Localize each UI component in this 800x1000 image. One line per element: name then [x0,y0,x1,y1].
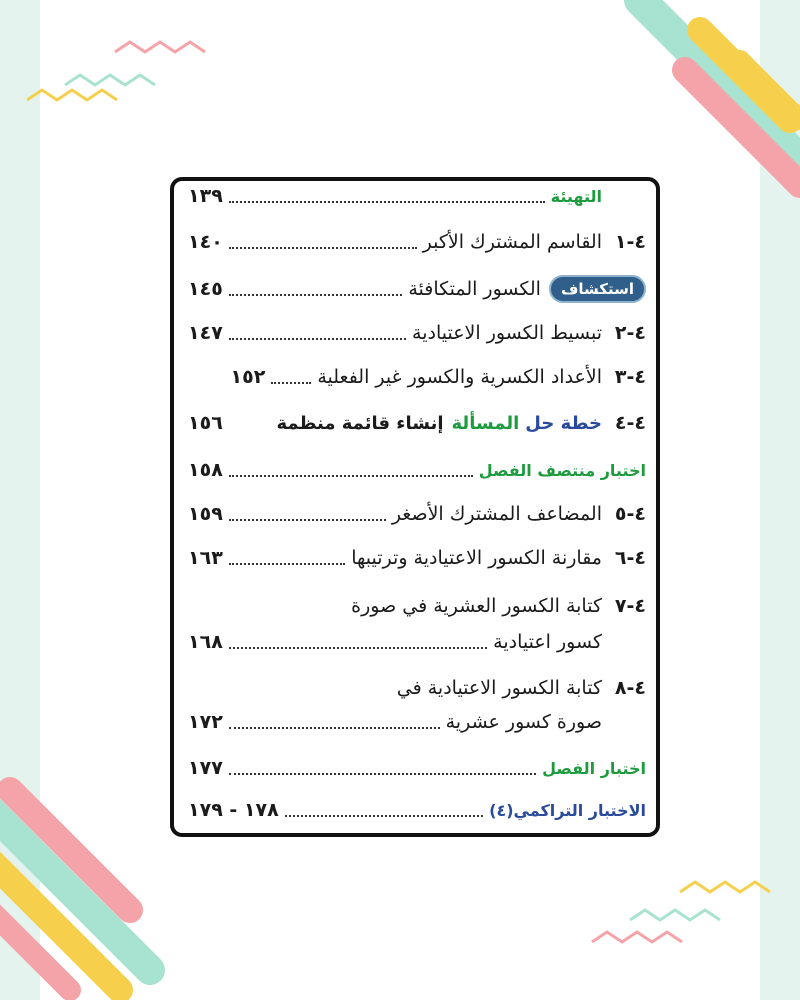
lesson-number: ٤-٧ [614,595,646,617]
toc-row-4-6[interactable] [188,547,646,569]
lesson-number: ٤-٨ [614,677,646,699]
toc-row-4-2[interactable] [188,322,646,344]
page-number: ١٦٣ [188,547,223,569]
page-number: ١٤٠ [188,231,223,253]
bottom-right-zigzag-decoration [590,880,780,960]
leader-dots [285,815,483,817]
leader-dots [229,294,403,296]
explore-badge: استكشاف [549,275,646,303]
leader-dots [229,773,536,775]
leader-dots [229,338,406,340]
lesson-title-line-1: كتابة الكسور الاعتيادية في [396,677,602,699]
problem-label: المسألة [451,412,520,434]
plan-label: خطة حل [525,412,602,434]
lesson-title: إنشاء قائمة منظمة [276,412,444,434]
page-number: ١٥٨ [188,459,223,481]
table-of-contents [170,177,660,837]
leader-dots [229,519,386,521]
leader-dots [271,382,311,384]
lesson-title-line-2: صورة كسور عشرية [445,711,602,733]
page-number: ١٧٨ - ١٧٩ [188,799,279,821]
toc-row-mid-chapter-test[interactable] [188,459,646,481]
page-number: ١٣٩ [188,185,223,207]
lesson-title: الأعداد الكسرية والكسور غير الفعلية [317,366,602,388]
problem-solving-plan-title [276,413,602,434]
page-number: ١٤٧ [188,322,223,344]
leader-dots [229,563,345,565]
page-number: ١٥٦ [188,412,223,434]
lesson-title-line-1: كتابة الكسور العشرية في صورة [351,595,602,617]
lesson-number: ٤-١ [614,231,646,253]
toc-row-4-3[interactable] [188,366,646,388]
toc-row-4-5[interactable] [188,503,646,525]
lesson-title-line-2: كسور اعتيادية [493,631,602,653]
lesson-number: ٤-٢ [614,322,646,344]
page-number: ١٤٥ [188,278,223,300]
lesson-title: تبسيط الكسور الاعتيادية [412,322,602,344]
leader-dots [229,475,473,477]
lesson-number: ٤-٣ [614,366,646,388]
page-number: ١٥٢ [230,366,266,388]
toc-row-chapter-test[interactable] [188,757,646,779]
bottom-left-bars-decoration [0,770,170,1000]
lesson-title: المضاعف المشترك الأصغر [391,503,602,525]
page-number: ١٧٢ [188,711,223,733]
leader-dots [229,201,545,203]
lesson-title: الكسور المتكافئة [408,278,541,300]
lesson-number: ٤-٤ [614,412,646,434]
leader-dots [229,247,417,249]
section-title: التهيئة [550,186,602,206]
lesson-number: ٤-٦ [614,547,646,569]
lesson-title: القاسم المشترك الأكبر [422,231,602,253]
lesson-number: ٤-٥ [614,503,646,525]
leader-dots [229,727,440,729]
top-left-zigzag-decoration [25,40,215,120]
toc-row-readiness[interactable] [188,185,646,207]
toc-row-cumulative-test[interactable] [188,799,646,821]
section-title: اختبار الفصل [542,758,646,778]
section-title: الاختبار التراكمي(٤) [489,800,646,820]
page-number: ١٧٧ [188,757,223,779]
lesson-title: مقارنة الكسور الاعتيادية وترتيبها [351,547,602,569]
page-number: ١٦٨ [188,631,223,653]
toc-row-explore[interactable] [188,275,646,303]
toc-row-4-4[interactable] [188,412,646,434]
leader-dots [229,647,487,649]
section-title: اختبار منتصف الفصل [478,460,646,480]
page-number: ١٥٩ [188,503,223,525]
toc-row-4-1[interactable] [188,231,646,253]
